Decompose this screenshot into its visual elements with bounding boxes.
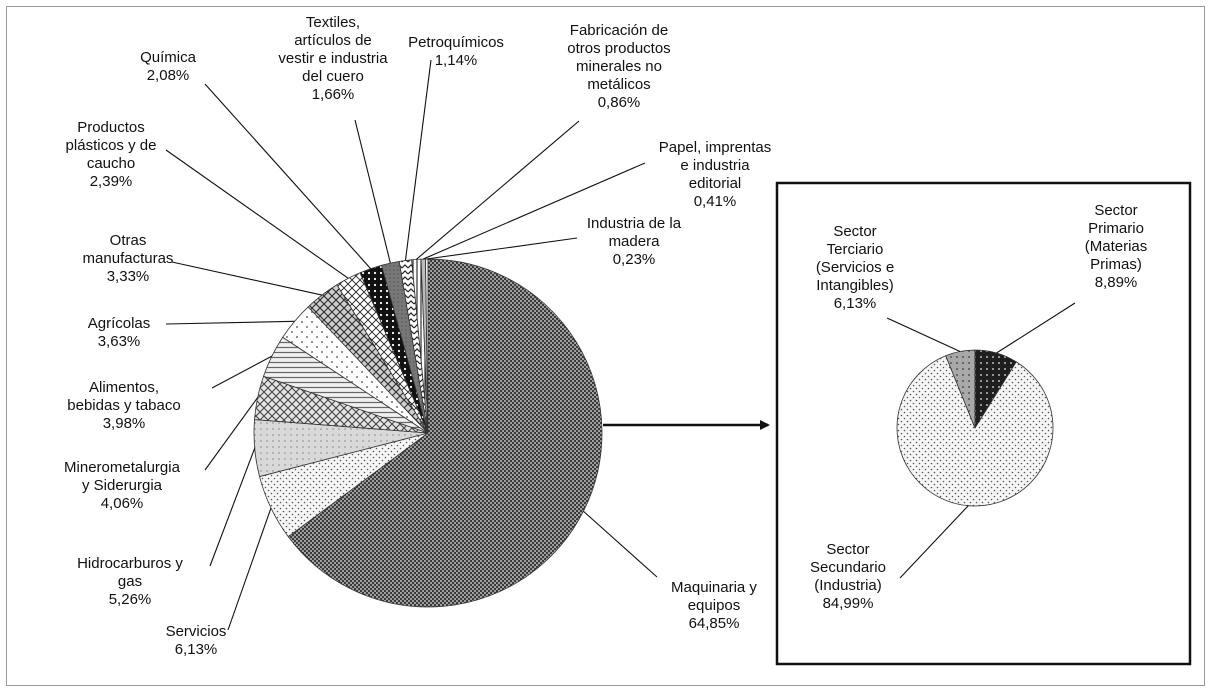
slice-label-quimica: Química 2,08% [140, 49, 196, 84]
slice-label-agricolas: Agrícolas 3,63% [87, 315, 151, 350]
leader-line-servicios [228, 508, 271, 630]
slice-label-sector-primario-materias-primas: Sector Primario (Materias Primas) 8,89% [1084, 202, 1148, 291]
slice-label-maquinaria-y-equipos: Maquinaria y equipos 64,85% [671, 579, 757, 632]
leader-line-hidrocarburos-y-gas [210, 448, 255, 566]
leader-line-agricolas [166, 321, 295, 324]
leader-line-fabricacion-de-otros-productos-minerales-no-metalicos [416, 121, 579, 259]
slice-label-minerometalurgia-y-siderurgia: Minerometalurgia y Siderurgia 4,06% [64, 459, 180, 512]
slice-label-productos-plasticos-y-de-caucho: Productos plásticos y de caucho 2,39% [65, 119, 157, 190]
slice-label-industria-de-la-madera: Industria de la madera 0,23% [586, 215, 682, 268]
slice-label-papel-imprentas-e-industria-editorial: Papel, imprentas e industria editorial 0,41% [658, 139, 772, 210]
main-pie [254, 259, 602, 607]
inset-pie [897, 350, 1053, 506]
slice-label-otras-manufacturas: Otras manufacturas 3,33% [82, 232, 174, 285]
slice-label-sector-secundario-industria: Sector Secundario (Industria) 84,99% [810, 541, 886, 612]
leader-line-quimica [205, 84, 371, 269]
leader-line-textiles-articulos-de-vestir-e-industria-del-cuero [355, 120, 390, 263]
leader-line-sector-secundario-industria [900, 506, 968, 578]
slice-label-fabricacion-de-otros-productos-minerales-no-metalicos: Fabricación de otros productos minerales no metálicos 0,86% [567, 22, 671, 111]
leader-line-industria-de-la-madera [427, 238, 577, 259]
slice-label-sector-terciario-servicios-e-intangibles: Sector Terciario (Servicios e Intangibles) 6,13% [815, 223, 895, 312]
leader-line-petroquimicos [405, 60, 431, 260]
leader-line-minerometalurgia-y-siderurgia [205, 398, 258, 470]
leader-line-sector-primario-materias-primas [997, 303, 1076, 353]
leader-line-sector-terciario-servicios-e-intangibles [887, 318, 960, 351]
leader-line-maquinaria-y-equipos [583, 511, 657, 577]
slice-label-hidrocarburos-y-gas: Hidrocarburos y gas 5,26% [77, 555, 183, 608]
slice-label-petroquimicos: Petroquímicos 1,14% [408, 34, 504, 69]
leader-line-otras-manufacturas [172, 262, 322, 295]
leader-line-productos-plasticos-y-de-caucho [166, 150, 348, 278]
slice-label-textiles-articulos-de-vestir-e-industria-del-cuero: Textiles, artículos de vestir e industria del cuero 1,66% [278, 14, 388, 103]
slice-label-alimentos-bebidas-y-tabaco: Alimentos, bebidas y tabaco 3,98% [67, 379, 181, 432]
slice-label-servicios: Servicios 6,13% [165, 623, 227, 658]
